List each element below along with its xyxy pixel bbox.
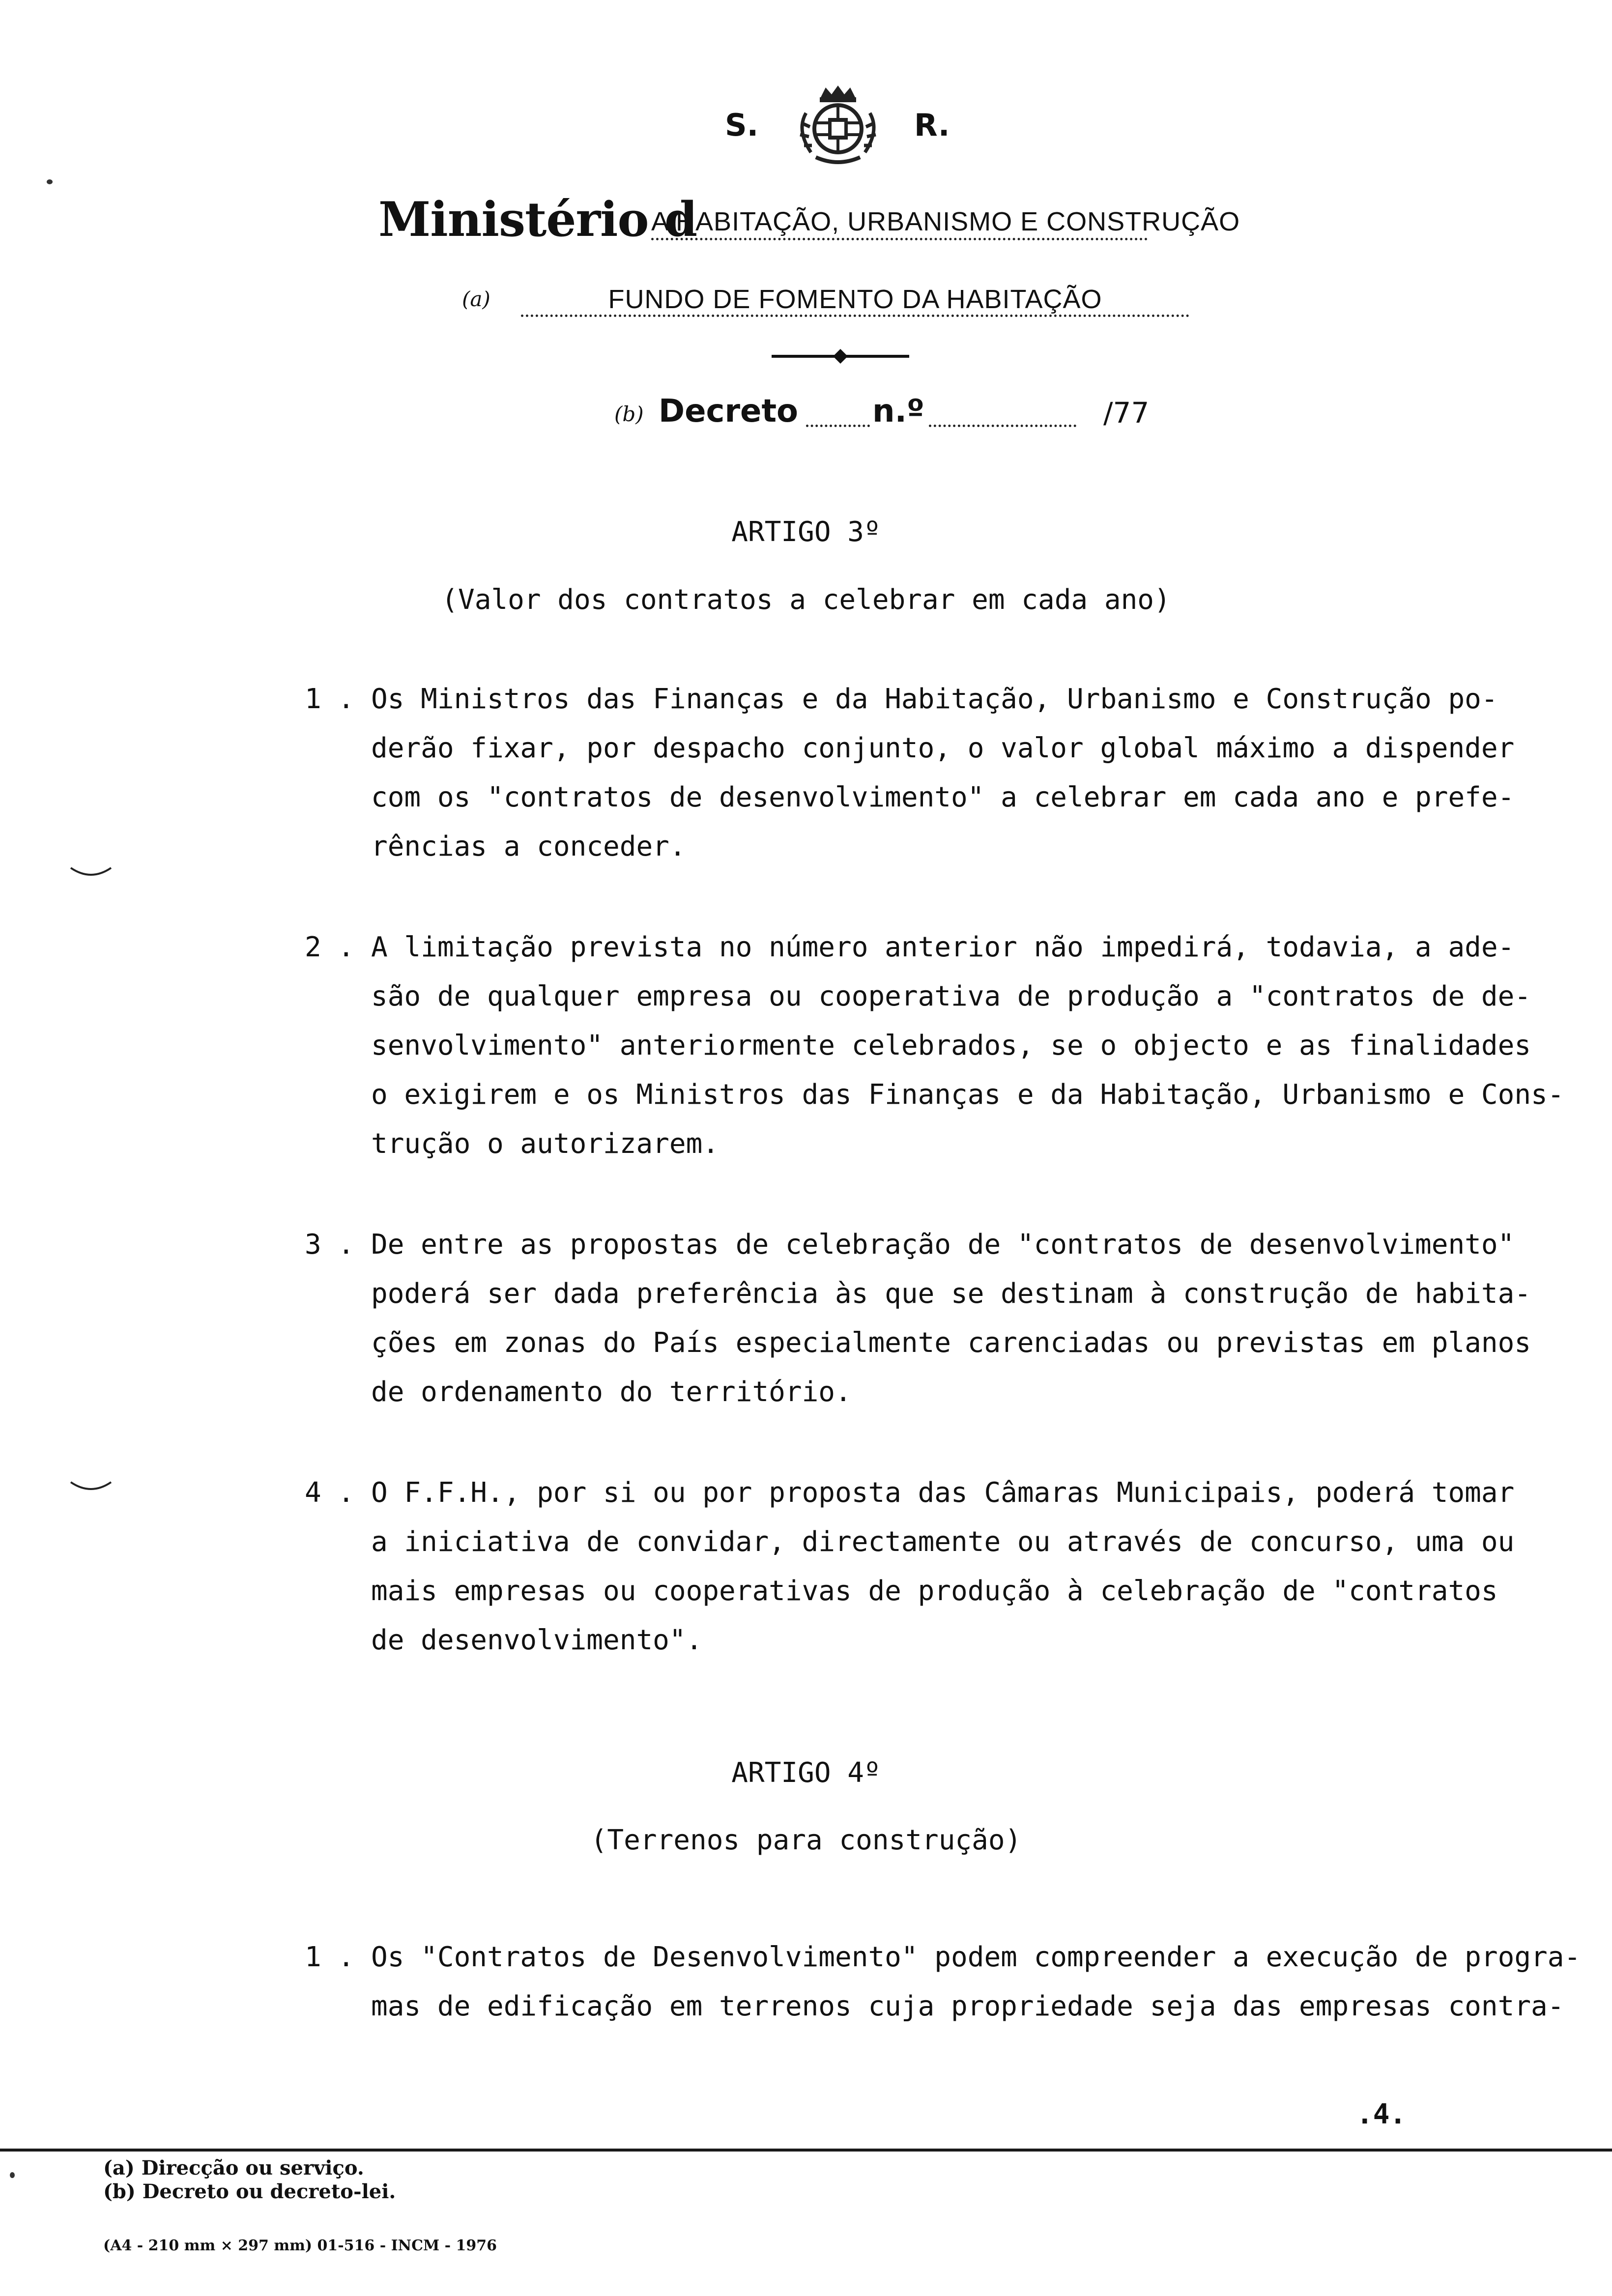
ministry-name: A HABITAÇÃO, URBANISMO E CONSTRUÇÃO (651, 206, 1148, 240)
article-4-heading: ARTIGO 4º (731, 1757, 881, 1789)
letterhead-seal-row (0, 84, 1612, 172)
paragraph-line: mas de edificação em terrenos cuja propriedade seja das empresas contra- (371, 1990, 1564, 2022)
scan-mark (69, 865, 113, 885)
paragraph-number: 4 . (305, 1477, 355, 1509)
letterhead-r: R. (914, 107, 950, 143)
service-footnote-marker: (a) (462, 287, 490, 311)
decree-label: Decreto (659, 393, 798, 430)
paragraph-line: o exigirem e os Ministros das Finanças e da Habitação, Urbanismo e Cons- (371, 1079, 1564, 1111)
paragraph-line: Os "Contratos de Desenvolvimento" podem compreender a execução de progra- (371, 1941, 1581, 1973)
decree-footnote-marker: (b) (614, 402, 644, 426)
decree-blank (806, 425, 870, 427)
article-3-subtitle: (Valor dos contratos a celebrar em cada ano) (441, 584, 1171, 616)
scan-speck (10, 2172, 15, 2178)
paragraph-line: De entre as propostas de celebração de "contratos de desenvolvimento" (371, 1229, 1515, 1261)
footnote-a: (a) Direcção ou serviço. (103, 2156, 364, 2180)
paragraph-line: poderá ser dada preferência às que se destinam à construção de habita- (371, 1278, 1531, 1310)
paragraph-line: de desenvolvimento". (371, 1624, 703, 1656)
paragraph-line: a iniciativa de convidar, directamente ou através de concurso, uma ou (371, 1526, 1515, 1558)
decree-year: /77 (1103, 396, 1150, 430)
paragraph-line: O F.F.H., por si ou por proposta das Câmaras Municipais, poderá tomar (371, 1477, 1515, 1509)
service-line (462, 280, 1229, 324)
scan-mark (69, 1479, 113, 1499)
ministry-label: Ministério d (378, 192, 697, 247)
paragraph-number: 2 . (305, 931, 355, 963)
paragraph-line: com os "contratos de desenvolvimento" a celebrar em cada ano e prefe- (371, 781, 1515, 813)
service-name: FUNDO DE FOMENTO DA HABITAÇÃO (521, 284, 1189, 317)
paragraph-line: A limitação prevista no número anterior não impedirá, todavia, a ade- (371, 931, 1515, 963)
paragraph-line: derão fixar, por despacho conjunto, o valor global máximo a dispender (371, 732, 1515, 764)
decree-number-label: n.º (872, 393, 924, 430)
paragraph-line: rências a conceder. (371, 831, 686, 862)
paragraph-line: senvolvimento" anteriormente celebrados, se o objecto e as finalidades (371, 1030, 1531, 1062)
footnote-b: (b) Decreto ou decreto-lei. (103, 2180, 396, 2203)
article-3-heading: ARTIGO 3º (731, 516, 881, 548)
scan-speck (47, 179, 53, 184)
paragraph-line: trução o autorizarem. (371, 1128, 720, 1160)
ornament-divider (767, 344, 914, 369)
page-continuation-marker: .4. (1356, 2098, 1407, 2130)
paragraph-line: de ordenamento do território. (371, 1376, 852, 1408)
decree-line (614, 393, 1204, 437)
footer-rule (0, 2149, 1612, 2152)
decree-number-blank (929, 425, 1076, 427)
paragraph-number: 3 . (305, 1229, 355, 1261)
article-4-subtitle: (Terrenos para construção) (590, 1824, 1022, 1856)
ministry-line (378, 192, 1263, 251)
paragraph-number: 1 . (305, 1941, 355, 1973)
paragraph-line: são de qualquer empresa ou cooperativa de produção a "contratos de de- (371, 980, 1531, 1012)
paragraph-line: Os Ministros das Finanças e da Habitação, Urbanismo e Construção po- (371, 683, 1498, 715)
paragraph-line: mais empresas ou cooperativas de produção à celebração de "contratos (371, 1575, 1498, 1607)
coat-of-arms-icon (786, 84, 890, 167)
paragraph-number: 1 . (305, 683, 355, 715)
paragraph-line: ções em zonas do País especialmente carenciadas ou previstas em planos (371, 1327, 1531, 1359)
form-code: (A4 - 210 mm × 297 mm) 01-516 - INCM - 1976 (103, 2237, 497, 2254)
letterhead-s: S. (725, 107, 759, 143)
